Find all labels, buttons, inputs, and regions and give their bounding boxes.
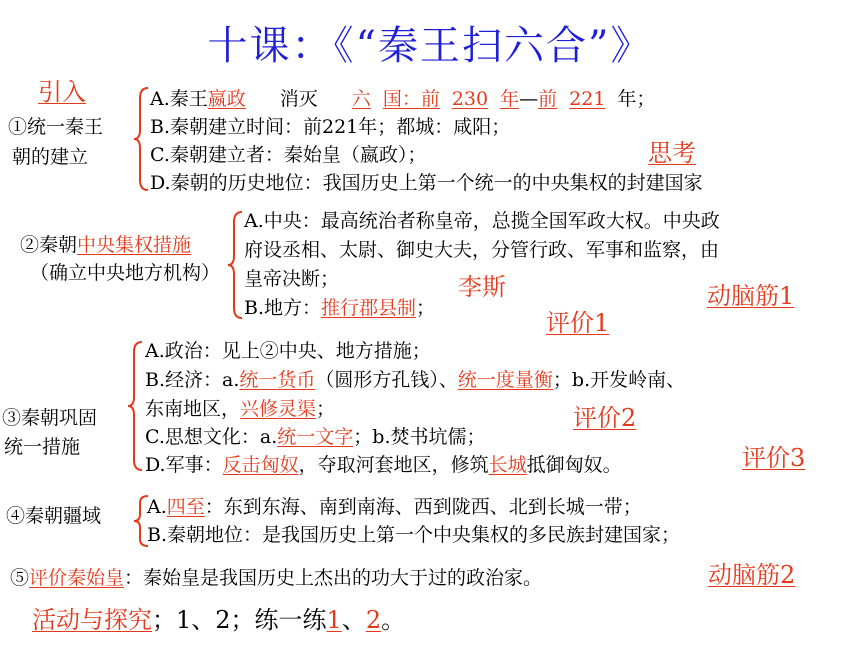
tag-li-si[interactable]: 李斯 [458,273,506,301]
s1-a-year2: 221 [569,88,606,110]
s1-label-line1: ①统一秦王 [8,116,104,138]
s1-a-six: 六 [351,88,371,110]
s2-label-line1 [20,232,191,259]
s3-b-pre: B.经济：a. [145,369,240,391]
s3-b-key1: 统一货币 [239,369,316,391]
s1-a-dash: — [519,88,539,110]
s3-line-c [145,424,486,451]
s5-pre: ⑤ [10,567,30,589]
s3-c-post: ；b.焚书坑儒； [353,426,486,448]
s1-brace-icon [136,86,150,192]
s1-label-line2: 朝的建立 [12,146,89,168]
s3-label-line1: ③秦朝巩固 [2,407,98,429]
s2-b-pre: B.地方： [244,297,322,319]
s5-line [10,565,542,592]
s3-c-key: 统一文字 [277,426,354,448]
s3-label-line2: 统一措施 [4,436,81,458]
s3-b2-key: 兴修灵渠 [240,398,317,420]
activity-mid: ；1、2；练一练 [152,606,327,634]
s3-d-key2: 长城 [488,454,527,476]
s2-brace-icon [230,210,244,320]
s3-line-a: A.政治：见上②中央、地方措施； [145,340,431,362]
s2-line-a3: 皇帝决断； [244,268,340,290]
s3-brace-icon [130,340,144,472]
s5-post: ：秦始皇是我国历史上杰出的功大于过的政治家。 [124,567,543,589]
s2-label-pre: ②秦朝 [20,234,78,256]
s5-key: 评价秦始皇 [29,567,125,589]
s3-line-b1 [145,367,685,394]
s1-line-a [150,86,655,113]
s4-line-a [147,494,642,521]
tag-eval-3[interactable]: 评价3 [742,444,806,472]
s1-a-mid: 消灭 [279,88,318,110]
s3-line-d [145,452,622,479]
s2-b-post: ； [416,297,436,319]
s1-line-b: B.秦朝建立时间：前221年；都城：咸阳； [150,116,511,138]
s3-line-b2 [145,396,335,423]
s2-line-a1: A.中央：最高统治者称皇帝，总揽全国军政大权。中央政 [244,210,720,232]
s1-a-qian2: 前 [538,88,558,110]
s3-b-key2: 统一度量衡 [457,369,553,391]
s2-line-a2: 府设丞相、太尉、御史大夫，分管行政、军事和监察，由 [244,239,720,261]
s4-label: ④秦朝疆域 [6,505,102,527]
tag-think[interactable]: 思考 [648,139,696,167]
s2-label-key: 中央集权措施 [77,234,192,256]
s3-d-pre: D.军事： [145,454,223,476]
s4-a-post: ：东到东海、南到南海、西到陇西、北到长城一带； [204,496,642,518]
s3-d-key1: 反击匈奴 [222,454,299,476]
s2-b-key: 推行郡县制 [321,297,417,319]
tag-eval-2[interactable]: 评价2 [573,404,637,432]
s2-line-b [244,295,435,322]
s2-label-line2: （确立中央地方机构） [30,262,221,284]
s1-a-nian2: 年； [617,88,656,110]
activity-end: 。 [381,606,406,634]
tag-brain-1[interactable]: 动脑筋1 [707,282,795,310]
page-title: 十课：《“秦王扫六合”》 [207,23,653,69]
s3-c-pre: C.思想文化：a. [145,426,278,448]
tag-brain-2[interactable]: 动脑筋2 [708,561,796,589]
s3-b-post: ；b.开发岭南、 [552,369,686,391]
activity-sep: 、 [341,606,366,634]
s3-b2-pre: 东南地区， [145,398,241,420]
s1-a-year1: 230 [451,88,489,110]
s4-a-key: 四至 [166,496,205,518]
s1-a-name: 嬴政 [207,88,246,110]
activity-link-2[interactable]: 2 [365,606,382,634]
s4-line-b: B.秦朝地位：是我国历史上第一个中央集权的多民族封建国家； [147,524,681,546]
tag-eval-1[interactable]: 评价1 [546,309,610,337]
activity-line [32,600,405,635]
s1-line-c: C.秦朝建立者：秦始皇（嬴政）； [150,144,427,166]
s3-d-post: 抵御匈奴。 [526,454,622,476]
s1-a-guo: 国： [382,88,421,110]
s1-a-nian1: 年 [500,88,520,110]
s3-d-mid: ，夺取河套地区，修筑 [298,454,489,476]
s4-a-pre: A. [147,496,167,518]
tag-intro[interactable]: 引入 [38,78,86,106]
activity-link-1[interactable]: 1 [326,606,342,634]
s3-b2-post: ； [316,398,336,420]
activity-key[interactable]: 活动与探究 [32,606,152,634]
s1-a-pre: A.秦王 [150,88,208,110]
s3-b-mid: （圆形方孔钱）、 [315,369,458,391]
s1-a-qian1: 前 [420,88,440,110]
s1-line-d: D.秦朝的历史地位：我国历史上第一个统一的中央集权的封建国家 [150,172,703,194]
